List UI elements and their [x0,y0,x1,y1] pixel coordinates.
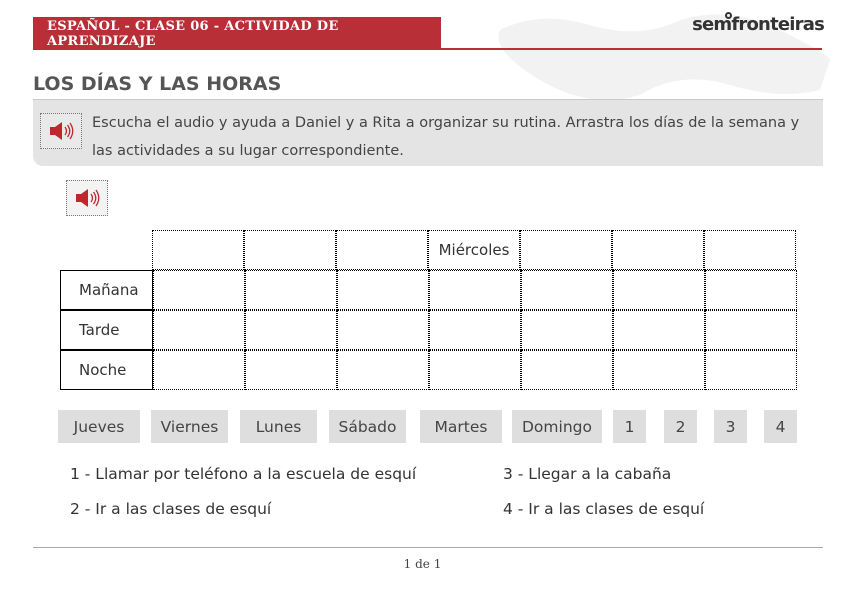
brand-logo [692,14,824,35]
row-label: Mañana [60,270,153,310]
activity-item: 2 - Ir a las clases de esquí [70,500,272,518]
schedule-row-noche [60,350,797,390]
day-drop-slot[interactable] [704,230,796,270]
footer-divider [33,547,823,548]
draggable-day-chip[interactable]: Jueves [58,410,140,443]
activity-drop-slot[interactable] [153,270,245,310]
draggable-activity-chip[interactable]: 1 [613,410,646,443]
day-header-row [152,230,796,270]
activity-drop-slot[interactable] [521,350,613,390]
activity-drop-slot[interactable] [429,310,521,350]
activity-drop-slot[interactable] [337,310,429,350]
day-drop-slot[interactable] [336,230,428,270]
page-indicator: 1 de 1 [403,557,442,571]
activity-item: 1 - Llamar por teléfono a la escuela de esquí [70,465,417,483]
row-label: Tarde [60,310,153,350]
instruction-text: Escucha el audio y ayuda a Daniel y a Rita a organizar su rutina. Arrastra los días de la semana y las actividades a su lugar correspondiente. [92,115,800,159]
speaker-icon [47,120,75,142]
activity-drop-slot[interactable] [337,270,429,310]
activity-drop-slot[interactable] [337,350,429,390]
draggable-activity-chip[interactable]: 2 [664,410,697,443]
activity-drop-slot[interactable] [429,270,521,310]
activity-drop-slot[interactable] [521,270,613,310]
activity-drop-slot[interactable] [245,350,337,390]
draggable-day-chip[interactable]: Viernes [151,410,228,443]
activity-drop-slot[interactable] [153,350,245,390]
draggable-day-chip[interactable]: Domingo [512,410,602,443]
activity-drop-slot[interactable] [705,310,797,350]
schedule-row-manana [60,270,797,310]
activity-drop-slot[interactable] [429,350,521,390]
instruction-audio-button[interactable] [40,113,82,149]
activity-drop-slot[interactable] [153,310,245,350]
header-divider [441,48,822,50]
activity-drop-slot[interactable] [705,350,797,390]
draggable-activity-chip[interactable]: 3 [714,410,747,443]
lesson-header-tab [33,17,441,50]
day-drop-slot[interactable] [520,230,612,270]
lesson-label: ESPAÑOL - CLASE 06 - ACTIVIDAD DE APRENDIZAJE [47,18,339,49]
activity-item: 4 - Ir a las clases de esquí [503,500,705,518]
day-header-miercoles: Miércoles [428,230,520,270]
activity-drop-slot[interactable] [613,310,705,350]
instruction-box [33,100,823,166]
logo-text: semfronteiras [692,14,824,35]
activity-drop-slot[interactable] [521,310,613,350]
day-drop-slot[interactable] [152,230,244,270]
activity-drop-slot[interactable] [245,270,337,310]
draggable-activity-chip[interactable]: 4 [764,410,797,443]
activity-drop-slot[interactable] [613,350,705,390]
activity-item: 3 - Llegar a la cabaña [503,465,672,483]
speaker-icon [73,187,101,209]
page-title: LOS DÍAS Y LAS HORAS [33,73,282,95]
day-drop-slot[interactable] [612,230,704,270]
activity-drop-slot[interactable] [613,270,705,310]
exercise-audio-button[interactable] [66,180,108,216]
draggable-day-chip[interactable]: Sábado [329,410,406,443]
activity-drop-slot[interactable] [245,310,337,350]
activity-drop-slot[interactable] [705,270,797,310]
day-drop-slot[interactable] [244,230,336,270]
draggable-day-chip[interactable]: Martes [420,410,502,443]
row-label: Noche [60,350,153,390]
draggable-day-chip[interactable]: Lunes [240,410,317,443]
schedule-row-tarde [60,310,797,350]
